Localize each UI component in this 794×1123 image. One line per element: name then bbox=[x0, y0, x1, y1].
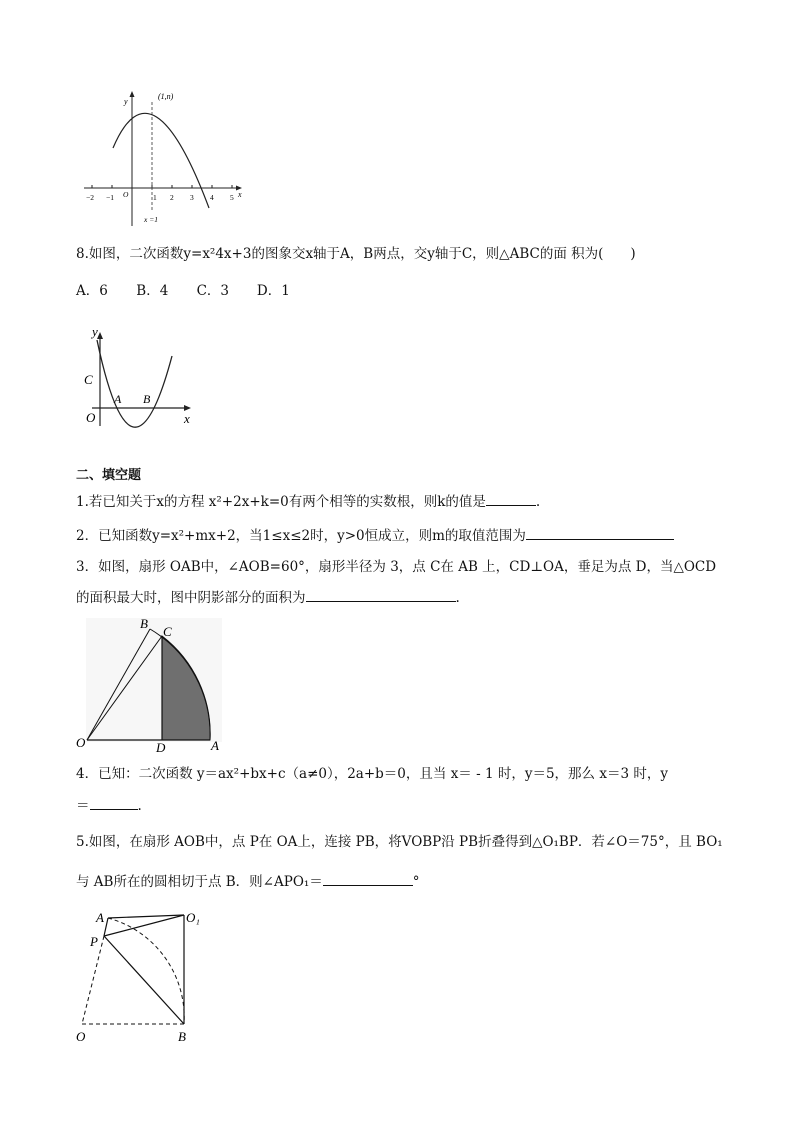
fill-q3-line2 bbox=[76, 588, 460, 607]
q8-option-c: C．3 bbox=[196, 283, 230, 299]
point-p-label: P bbox=[90, 934, 98, 949]
fill-q3-end: . bbox=[455, 590, 460, 606]
point-a-label: A bbox=[114, 392, 122, 406]
fill-q2 bbox=[76, 526, 674, 545]
point-c-label: C bbox=[84, 372, 93, 387]
tick-label: 1 bbox=[153, 193, 157, 202]
point-o-label: O bbox=[76, 735, 86, 750]
tick-label: −1 bbox=[106, 193, 114, 202]
fill-q4-text: ＝ bbox=[76, 798, 90, 814]
y-axis-arrow bbox=[97, 332, 103, 339]
fill-q5-line1: 5.如图，在扇形 AOB中，点 P在 OA上，连接 PB，将VOBP沿 PB折叠得到△O₁BP．若∠O＝75°，且 BO₁ bbox=[76, 834, 723, 850]
origin-label: O bbox=[86, 410, 96, 425]
y-label: y bbox=[124, 97, 128, 106]
tick-label: 5 bbox=[230, 193, 234, 202]
section-title: 二、填空题 bbox=[76, 468, 142, 483]
fill-q1 bbox=[76, 492, 540, 511]
fill-q3-line1: 3．如图，扇形 OAB中，∠AOB=60°，扇形半径为 3，点 C在 AB 上，CD⊥OA，垂足为点 D，当△OCD bbox=[76, 559, 717, 575]
point-o1-label: O₁ bbox=[186, 910, 200, 925]
y-axis-arrow bbox=[130, 91, 135, 97]
fill-q1-end: . bbox=[535, 494, 541, 510]
q8-figure bbox=[80, 322, 200, 432]
x-label: x bbox=[184, 411, 190, 426]
point-b-label: B bbox=[143, 392, 151, 406]
fill-q3-text: 的面积最大时，图中阴影部分的面积为 bbox=[76, 590, 306, 606]
q8-option-d: D．1 bbox=[256, 283, 290, 299]
point-c-label: C bbox=[163, 624, 172, 639]
axis-of-symmetry-label: x =1 bbox=[144, 215, 159, 224]
tick-label: 4 bbox=[210, 193, 214, 202]
answer-blank bbox=[306, 588, 456, 602]
tick-label: 2 bbox=[170, 193, 174, 202]
fill-q4-line2 bbox=[76, 796, 142, 815]
origin-label: O bbox=[123, 190, 129, 199]
fill-q4-end: . bbox=[137, 798, 142, 814]
q8-text: 8.如图，二次函数y=x²4x+3的图象交x轴于A，B两点，交y轴于C，则△ABC的面 积为( ) bbox=[76, 246, 636, 262]
fill-q5-end: ° bbox=[412, 874, 420, 890]
parabola-figure-top bbox=[80, 86, 255, 228]
point-a-label: A bbox=[211, 738, 219, 753]
arc-ab-dashed bbox=[108, 918, 184, 1024]
sector-figure-q3 bbox=[76, 616, 224, 754]
fill-q1-text: 1.若已知关于x的方程 x²+2x+k=0有两个相等的实数根，则k的值是 bbox=[76, 494, 486, 510]
x-label: x bbox=[238, 190, 242, 199]
point-b-label: B bbox=[140, 616, 148, 631]
segment-ap bbox=[104, 918, 108, 936]
fill-q5-line2 bbox=[76, 872, 420, 891]
point-o-label: O bbox=[76, 1029, 86, 1044]
answer-blank bbox=[323, 872, 413, 886]
answer-blank bbox=[526, 526, 674, 540]
parabola-curve bbox=[97, 340, 172, 427]
fill-q4-line1: 4．已知：二次函数 y＝ax²+bx+c（a≠0），2a+b＝0，且当 x＝ - 1 时，y＝5，那么 x＝3 时，y bbox=[76, 766, 668, 782]
point-a-label: A bbox=[96, 910, 104, 925]
segment-pb bbox=[104, 936, 184, 1024]
q8-option-a: A．6 bbox=[76, 283, 108, 299]
point-b-label: B bbox=[178, 1029, 186, 1044]
fill-q5-text: 与 AB所在的圆相切于点 B．则∠APO₁＝ bbox=[76, 874, 323, 890]
answer-blank bbox=[486, 492, 536, 506]
fill-q2-text: 2．已知函数y=x²+mx+2，当1≤x≤2时，y>0恒成立，则m的取值范围为 bbox=[76, 528, 526, 544]
tick-label: −2 bbox=[86, 193, 94, 202]
segment-po-dashed bbox=[82, 936, 104, 1024]
y-label: y bbox=[92, 324, 98, 339]
vertex-label: (1,n) bbox=[158, 92, 174, 101]
answer-blank bbox=[90, 796, 138, 810]
point-d-label: D bbox=[156, 740, 166, 754]
fold-figure-q5 bbox=[72, 906, 212, 1046]
tick-label: 3 bbox=[190, 193, 194, 202]
q8-options bbox=[76, 282, 297, 300]
q8-option-b: B．4 bbox=[136, 283, 169, 299]
